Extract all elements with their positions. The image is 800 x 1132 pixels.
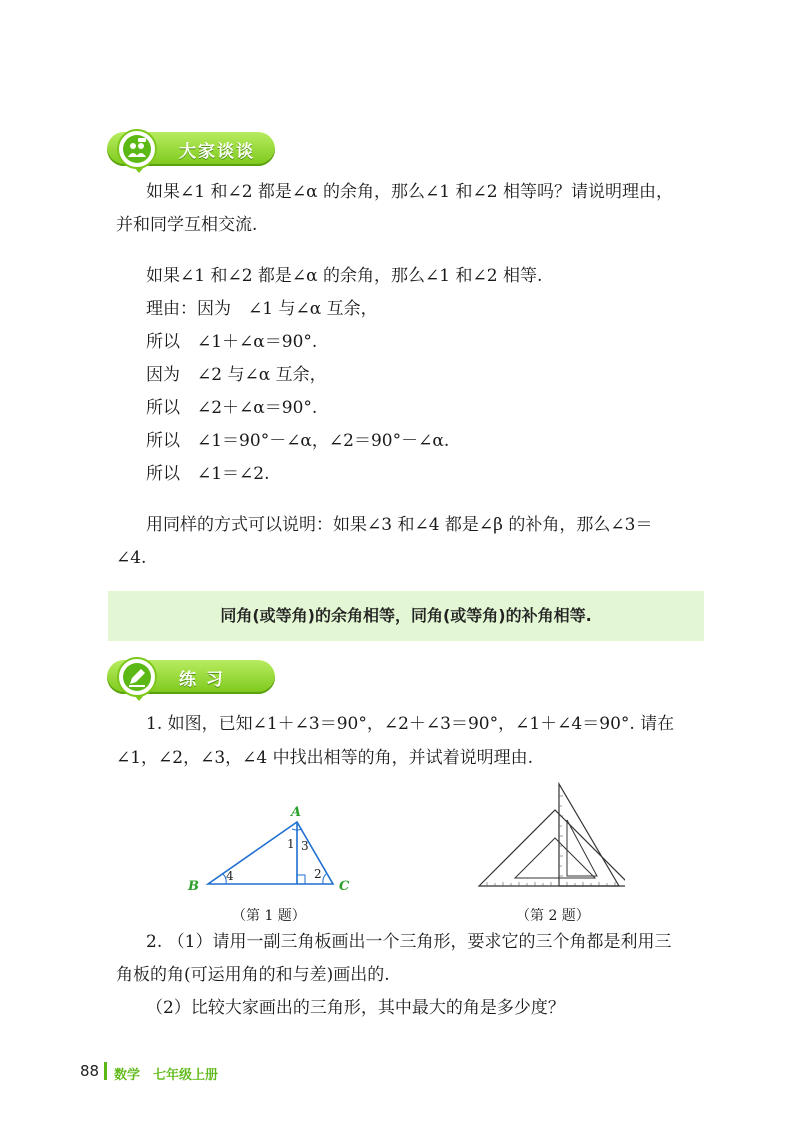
pencil-icon: [117, 657, 157, 697]
answer-line: 所以 ∠1＋∠α＝90°.: [146, 332, 318, 352]
vertex-c-label: C: [339, 879, 350, 894]
exercise2-line2: 角板的角(可运用角的和与差)画出的.: [116, 965, 390, 985]
angle-arc-c: [323, 874, 326, 884]
answer-line: 如果∠1 和∠2 都是∠α 的余角，那么∠1 和∠2 相等.: [146, 266, 543, 286]
practice-badge: [107, 660, 275, 694]
answer-line: 因为 ∠2 与∠α 互余，: [146, 365, 327, 385]
exercise2-line1: 2. （1）请用一副三角板画出一个三角形，要求它的三个角都是利用三: [146, 932, 672, 952]
footer-divider: [104, 1062, 107, 1080]
set-square-45: [479, 810, 625, 886]
figure2-set-squares: [475, 780, 625, 892]
set-square-45-inner: [515, 838, 595, 878]
angle-3-label: 3: [301, 839, 309, 853]
vertex-a-label: A: [291, 805, 302, 820]
practice-badge-label: 练 习: [179, 670, 225, 690]
figure1-caption: （第 1 题）: [232, 908, 306, 924]
figure2-caption: （第 2 题）: [516, 908, 590, 924]
book-title: 数学 七年级上册: [114, 1068, 219, 1083]
right-angle-mark: [297, 875, 305, 884]
people-talk-icon: [117, 129, 157, 169]
exercise1-line2: ∠1，∠2，∠3，∠4 中找出相等的角，并试着说明理由.: [116, 748, 534, 768]
exercise2-line3: （2）比较大家画出的三角形，其中最大的角是多少度？: [146, 998, 565, 1018]
similar-statement-line2: ∠4.: [116, 548, 147, 568]
discussion-question-line1: 如果∠1 和∠2 都是∠α 的余角，那么∠1 和∠2 相等吗？请说明理由，: [146, 182, 673, 202]
summary-box: [108, 591, 704, 641]
answer-line: 所以 ∠1＝90°－∠α，∠2＝90°－∠α.: [146, 431, 450, 451]
angle-2-label: 2: [314, 867, 322, 881]
similar-statement-line1: 用同样的方式可以说明：如果∠3 和∠4 都是∠β 的补角，那么∠3＝: [146, 515, 653, 535]
answer-line: 理由：因为 ∠1 与∠α 互余，: [146, 299, 378, 319]
answer-line: 所以 ∠2＋∠α＝90°.: [146, 398, 318, 418]
angle-1-label: 1: [287, 837, 295, 851]
exercise1-line1: 1. 如图，已知∠1＋∠3＝90°，∠2＋∠3＝90°，∠1＋∠4＝90°. 请在: [146, 714, 675, 734]
discussion-badge-label: 大家谈谈: [179, 142, 255, 162]
answer-line: 所以 ∠1＝∠2.: [146, 464, 270, 484]
discussion-question-line2: 并和同学互相交流.: [116, 215, 258, 235]
discussion-badge: [107, 132, 275, 166]
set-square-30-60: [559, 784, 619, 886]
page-number: 88: [80, 1062, 100, 1080]
figure1-triangle: [180, 798, 370, 898]
vertex-b-label: B: [188, 879, 199, 894]
summary-text: 同角(或等角)的余角相等，同角(或等角)的补角相等.: [220, 606, 592, 625]
angle-4-label: 4: [226, 869, 234, 883]
